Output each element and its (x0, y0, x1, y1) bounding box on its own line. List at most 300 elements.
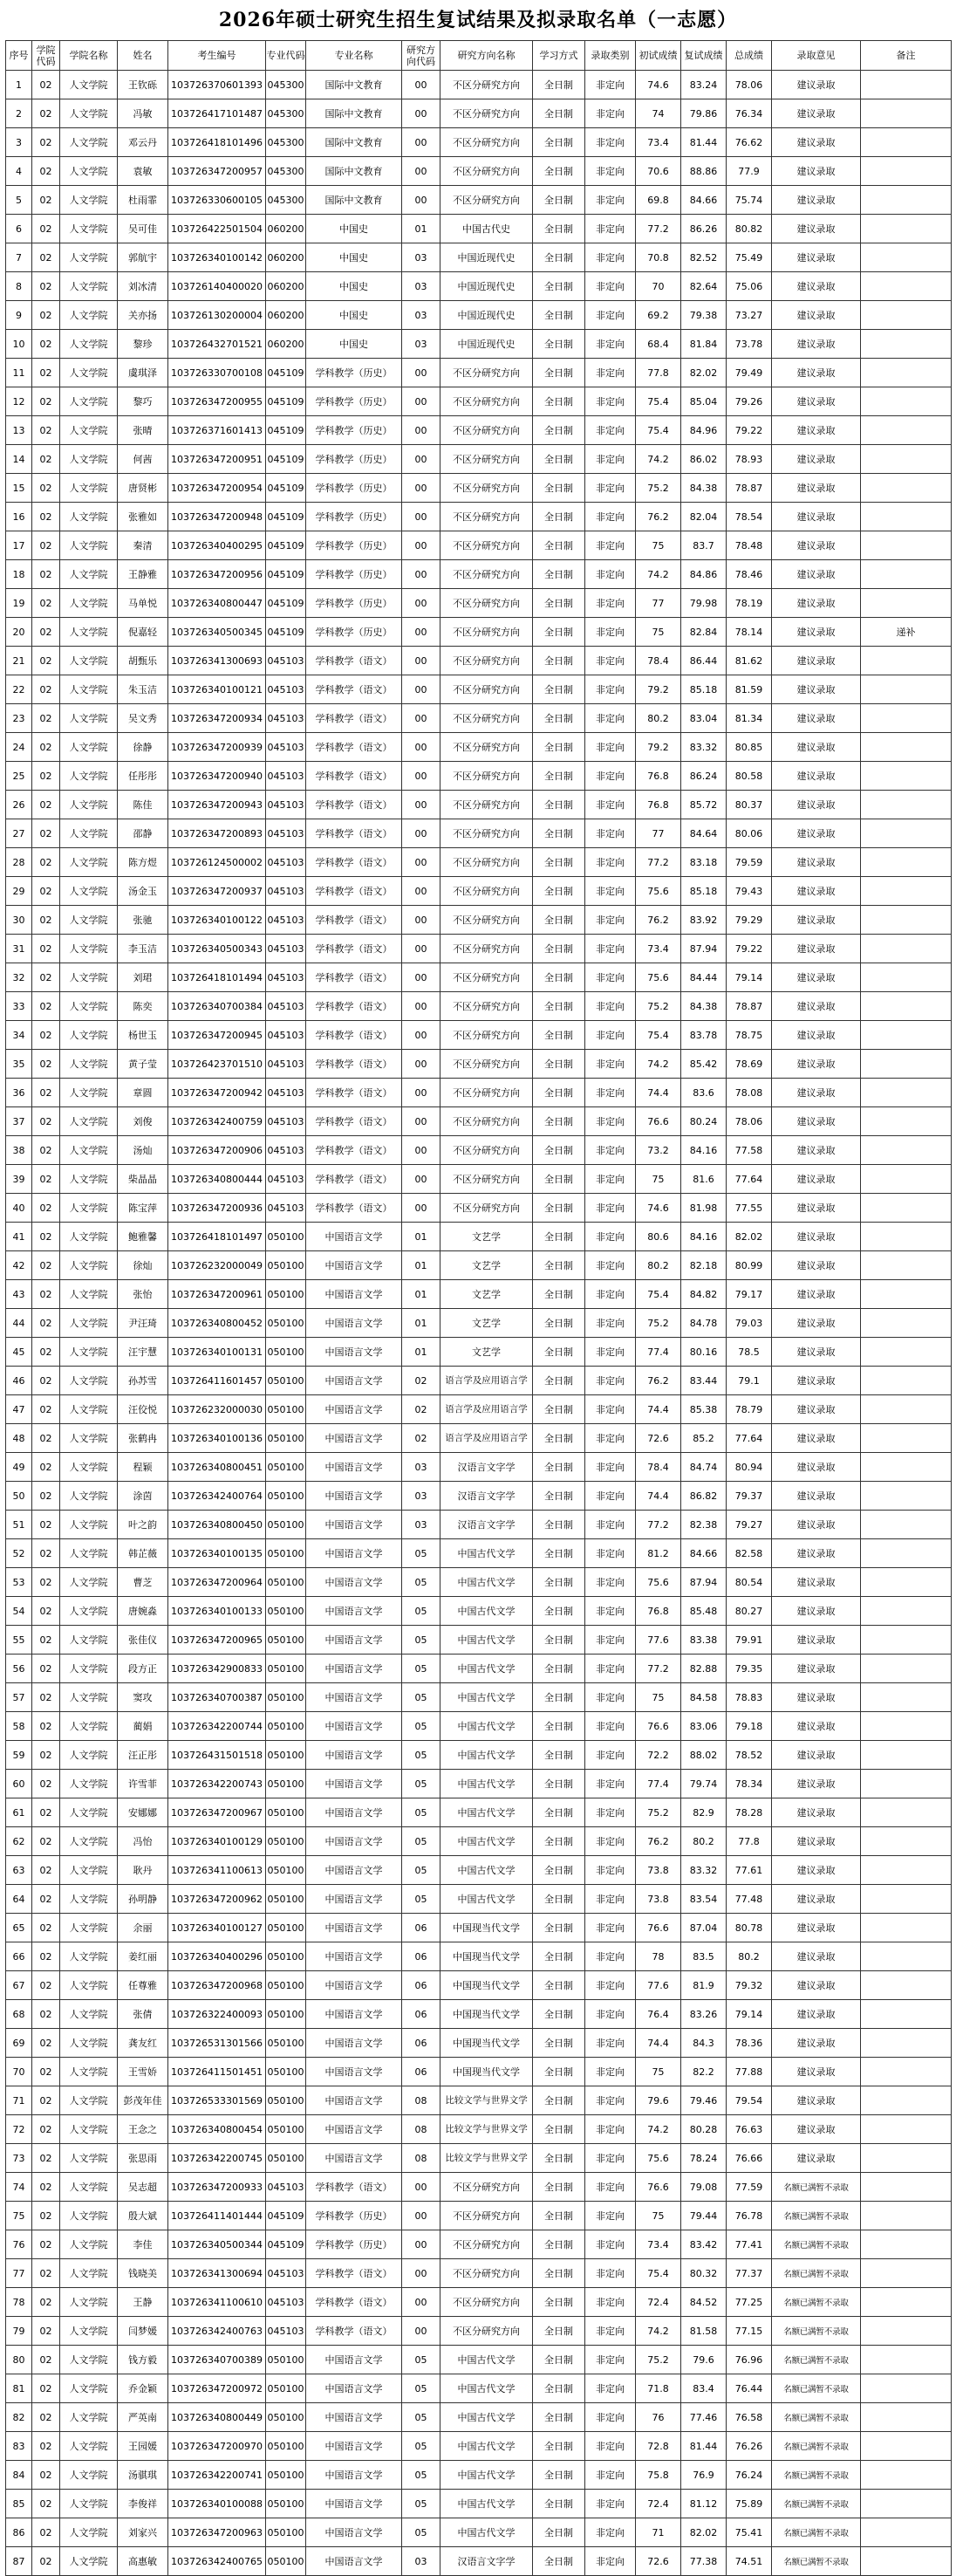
cell-total-score: 77.37 (727, 2259, 772, 2288)
table-row (6, 1712, 952, 1741)
cell-retest-score: 84.66 (681, 186, 727, 215)
cell-remark (861, 157, 952, 186)
cell-college-name: 人文学院 (60, 2403, 118, 2432)
cell-college-code: 02 (32, 992, 60, 1021)
cell-admission-opinion: 建议录取 (772, 762, 861, 791)
cell-name: 吴文秀 (118, 704, 168, 733)
cell-direction-name: 不区分研究方向 (440, 1165, 533, 1194)
cell-direction-code: 00 (402, 2259, 440, 2288)
cell-direction-name: 语言学及应用语言学 (440, 1424, 533, 1453)
cell-name: 段方正 (118, 1655, 168, 1683)
cell-admission-opinion: 建议录取 (772, 1165, 861, 1194)
cell-major-code: 045109 (266, 2230, 306, 2259)
cell-candidate-id: 103726340800450 (168, 1511, 266, 1539)
cell-name: 钱晓美 (118, 2259, 168, 2288)
cell-admission-opinion: 建议录取 (772, 2144, 861, 2173)
cell-prelim-score: 75.4 (636, 387, 681, 416)
cell-major-code: 050100 (266, 1626, 306, 1655)
cell-index: 38 (6, 1136, 32, 1165)
cell-retest-score: 83.44 (681, 1367, 727, 1395)
cell-remark (861, 560, 952, 589)
cell-index: 8 (6, 272, 32, 301)
cell-admission-type: 非定向 (585, 733, 636, 762)
cell-retest-score: 81.84 (681, 330, 727, 359)
cell-candidate-id: 103726431501518 (168, 1741, 266, 1770)
cell-admission-opinion: 建议录取 (772, 589, 861, 618)
cell-college-name: 人文学院 (60, 1079, 118, 1107)
cell-total-score: 77.59 (727, 2173, 772, 2202)
table-row (6, 1050, 952, 1079)
cell-admission-opinion: 建议录取 (772, 215, 861, 243)
cell-remark (861, 1079, 952, 1107)
column-header-admission-type: 录取类别 (585, 41, 636, 71)
cell-prelim-score: 70 (636, 272, 681, 301)
cell-admission-opinion: 名额已满暂不录取 (772, 2288, 861, 2317)
cell-major-name: 中国语言文学 (306, 1511, 402, 1539)
cell-study-mode: 全日制 (533, 387, 585, 416)
cell-prelim-score: 80.6 (636, 1223, 681, 1251)
table-row (6, 71, 952, 99)
table-row (6, 2173, 952, 2202)
cell-college-name: 人文学院 (60, 791, 118, 819)
cell-college-name: 人文学院 (60, 416, 118, 445)
table-row (6, 1395, 952, 1424)
cell-admission-opinion: 名额已满暂不录取 (772, 2230, 861, 2259)
cell-remark (861, 1712, 952, 1741)
cell-college-name: 人文学院 (60, 1914, 118, 1942)
cell-prelim-score: 76.6 (636, 1712, 681, 1741)
cell-candidate-id: 103726531301566 (168, 2029, 266, 2058)
cell-total-score: 76.24 (727, 2461, 772, 2490)
cell-name: 闫梦媛 (118, 2317, 168, 2346)
cell-name: 张雅如 (118, 503, 168, 531)
cell-index: 13 (6, 416, 32, 445)
cell-college-name: 人文学院 (60, 503, 118, 531)
cell-total-score: 77.8 (727, 1827, 772, 1856)
cell-direction-name: 不区分研究方向 (440, 71, 533, 99)
cell-study-mode: 全日制 (533, 186, 585, 215)
cell-retest-score: 80.28 (681, 2115, 727, 2144)
cell-index: 67 (6, 1971, 32, 2000)
cell-name: 王静雅 (118, 560, 168, 589)
cell-index: 80 (6, 2346, 32, 2374)
cell-total-score: 78.28 (727, 1798, 772, 1827)
cell-prelim-score: 71 (636, 2518, 681, 2547)
cell-direction-name: 中国古代文学 (440, 1885, 533, 1914)
cell-college-name: 人文学院 (60, 1856, 118, 1885)
cell-study-mode: 全日制 (533, 675, 585, 704)
cell-remark (861, 2432, 952, 2461)
cell-remark (861, 1223, 952, 1251)
cell-index: 76 (6, 2230, 32, 2259)
cell-direction-code: 02 (402, 1424, 440, 1453)
cell-retest-score: 86.02 (681, 445, 727, 474)
cell-study-mode: 全日制 (533, 877, 585, 906)
cell-remark (861, 2202, 952, 2230)
cell-study-mode: 全日制 (533, 1597, 585, 1626)
cell-retest-score: 82.84 (681, 618, 727, 647)
cell-admission-opinion: 建议录取 (772, 1914, 861, 1942)
cell-admission-type: 非定向 (585, 762, 636, 791)
cell-total-score: 80.78 (727, 1914, 772, 1942)
cell-admission-type: 非定向 (585, 1626, 636, 1655)
cell-remark (861, 128, 952, 157)
cell-index: 69 (6, 2029, 32, 2058)
cell-admission-opinion: 建议录取 (772, 1626, 861, 1655)
cell-admission-type: 非定向 (585, 1280, 636, 1309)
cell-direction-name: 不区分研究方向 (440, 387, 533, 416)
cell-name: 汪正彤 (118, 1741, 168, 1770)
cell-major-name: 中国语言文学 (306, 1914, 402, 1942)
cell-direction-code: 05 (402, 1655, 440, 1683)
cell-study-mode: 全日制 (533, 2058, 585, 2086)
cell-name: 虞琪泽 (118, 359, 168, 387)
cell-retest-score: 84.38 (681, 992, 727, 1021)
cell-direction-name: 不区分研究方向 (440, 359, 533, 387)
cell-candidate-id: 103726342400765 (168, 2547, 266, 2576)
cell-admission-opinion: 名额已满暂不录取 (772, 2173, 861, 2202)
cell-direction-name: 汉语言文字学 (440, 1482, 533, 1511)
cell-admission-opinion: 名额已满暂不录取 (772, 2547, 861, 2576)
cell-admission-opinion: 名额已满暂不录取 (772, 2374, 861, 2403)
cell-major-code: 045103 (266, 704, 306, 733)
cell-college-name: 人文学院 (60, 848, 118, 877)
cell-study-mode: 全日制 (533, 2346, 585, 2374)
cell-college-name: 人文学院 (60, 819, 118, 848)
cell-college-name: 人文学院 (60, 589, 118, 618)
cell-direction-code: 00 (402, 99, 440, 128)
cell-major-code: 060200 (266, 330, 306, 359)
cell-index: 70 (6, 2058, 32, 2086)
table-row (6, 1539, 952, 1568)
cell-admission-type: 非定向 (585, 272, 636, 301)
cell-major-name: 中国语言文学 (306, 1741, 402, 1770)
cell-major-code: 050100 (266, 2029, 306, 2058)
table-row (6, 2144, 952, 2173)
cell-remark (861, 1971, 952, 2000)
cell-admission-opinion: 建议录取 (772, 1223, 861, 1251)
cell-name: 陈佳 (118, 791, 168, 819)
cell-name: 严英南 (118, 2403, 168, 2432)
cell-college-code: 02 (32, 387, 60, 416)
cell-candidate-id: 103726330700108 (168, 359, 266, 387)
cell-retest-score: 84.3 (681, 2029, 727, 2058)
cell-college-code: 02 (32, 963, 60, 992)
cell-major-code: 050100 (266, 2144, 306, 2173)
cell-index: 77 (6, 2259, 32, 2288)
cell-name: 倪嘉轻 (118, 618, 168, 647)
cell-study-mode: 全日制 (533, 2144, 585, 2173)
cell-college-code: 02 (32, 2432, 60, 2461)
cell-total-score: 78.93 (727, 445, 772, 474)
header-row (6, 41, 952, 71)
cell-prelim-score: 74.4 (636, 1482, 681, 1511)
cell-prelim-score: 76.8 (636, 762, 681, 791)
cell-study-mode: 全日制 (533, 416, 585, 445)
cell-major-code: 045103 (266, 819, 306, 848)
cell-direction-name: 不区分研究方向 (440, 647, 533, 675)
cell-study-mode: 全日制 (533, 215, 585, 243)
table-row (6, 2518, 952, 2547)
cell-direction-name: 文艺学 (440, 1338, 533, 1367)
cell-prelim-score: 74.2 (636, 560, 681, 589)
cell-college-code: 02 (32, 618, 60, 647)
cell-college-name: 人文学院 (60, 387, 118, 416)
cell-admission-type: 非定向 (585, 2374, 636, 2403)
cell-direction-name: 不区分研究方向 (440, 416, 533, 445)
cell-candidate-id: 103726432701521 (168, 330, 266, 359)
cell-direction-code: 03 (402, 301, 440, 330)
cell-admission-opinion: 建议录取 (772, 1453, 861, 1482)
cell-remark (861, 819, 952, 848)
cell-major-name: 中国语言文学 (306, 1309, 402, 1338)
cell-major-name: 中国语言文学 (306, 2000, 402, 2029)
column-header-college-code: 学院代码 (32, 41, 60, 71)
cell-prelim-score: 75.4 (636, 1280, 681, 1309)
cell-major-name: 中国语言文学 (306, 1424, 402, 1453)
cell-direction-code: 08 (402, 2086, 440, 2115)
cell-major-name: 中国语言文学 (306, 1482, 402, 1511)
cell-admission-type: 非定向 (585, 1539, 636, 1568)
cell-study-mode: 全日制 (533, 2029, 585, 2058)
cell-retest-score: 85.72 (681, 791, 727, 819)
cell-major-name: 中国语言文学 (306, 1655, 402, 1683)
cell-total-score: 79.1 (727, 1367, 772, 1395)
cell-direction-code: 08 (402, 2144, 440, 2173)
cell-name: 何茜 (118, 445, 168, 474)
cell-admission-type: 非定向 (585, 675, 636, 704)
cell-name: 陈方煜 (118, 848, 168, 877)
cell-admission-type: 非定向 (585, 704, 636, 733)
cell-college-code: 02 (32, 1280, 60, 1309)
cell-college-name: 人文学院 (60, 2346, 118, 2374)
cell-retest-score: 79.86 (681, 99, 727, 128)
cell-admission-opinion: 名额已满暂不录取 (772, 2403, 861, 2432)
cell-candidate-id: 103726371601413 (168, 416, 266, 445)
cell-college-code: 02 (32, 1712, 60, 1741)
cell-major-name: 学科教学（历史） (306, 560, 402, 589)
cell-study-mode: 全日制 (533, 1280, 585, 1309)
cell-direction-name: 中国古代文学 (440, 2518, 533, 2547)
cell-prelim-score: 74.2 (636, 445, 681, 474)
cell-admission-opinion: 建议录取 (772, 1655, 861, 1683)
cell-total-score: 79.14 (727, 963, 772, 992)
cell-college-name: 人文学院 (60, 157, 118, 186)
table-row (6, 2115, 952, 2144)
cell-name: 吴可佳 (118, 215, 168, 243)
cell-remark (861, 2230, 952, 2259)
cell-direction-code: 00 (402, 762, 440, 791)
cell-study-mode: 全日制 (533, 2202, 585, 2230)
cell-name: 蔺娟 (118, 1712, 168, 1741)
cell-prelim-score: 76.8 (636, 791, 681, 819)
cell-retest-score: 82.38 (681, 1511, 727, 1539)
cell-study-mode: 全日制 (533, 301, 585, 330)
cell-admission-type: 非定向 (585, 1395, 636, 1424)
cell-major-code: 050100 (266, 2058, 306, 2086)
cell-college-code: 02 (32, 762, 60, 791)
cell-admission-type: 非定向 (585, 128, 636, 157)
cell-total-score: 78.87 (727, 992, 772, 1021)
cell-admission-type: 非定向 (585, 963, 636, 992)
cell-index: 21 (6, 647, 32, 675)
cell-study-mode: 全日制 (533, 531, 585, 560)
cell-retest-score: 87.04 (681, 1914, 727, 1942)
cell-retest-score: 86.82 (681, 1482, 727, 1511)
cell-major-name: 中国语言文学 (306, 1770, 402, 1798)
cell-college-code: 02 (32, 935, 60, 963)
cell-study-mode: 全日制 (533, 1942, 585, 1971)
cell-direction-name: 中国古代文学 (440, 1770, 533, 1798)
cell-prelim-score: 74.6 (636, 1194, 681, 1223)
cell-college-code: 02 (32, 1798, 60, 1827)
cell-index: 22 (6, 675, 32, 704)
cell-prelim-score: 75 (636, 1165, 681, 1194)
cell-college-name: 人文学院 (60, 647, 118, 675)
cell-name: 安娜娜 (118, 1798, 168, 1827)
cell-prelim-score: 73.8 (636, 1885, 681, 1914)
cell-name: 张思雨 (118, 2144, 168, 2173)
cell-direction-code: 00 (402, 2173, 440, 2202)
cell-college-name: 人文学院 (60, 2202, 118, 2230)
cell-candidate-id: 103726342400759 (168, 1107, 266, 1136)
cell-retest-score: 81.12 (681, 2490, 727, 2518)
cell-candidate-id: 103726417101487 (168, 99, 266, 128)
cell-college-code: 02 (32, 1165, 60, 1194)
cell-college-name: 人文学院 (60, 2288, 118, 2317)
cell-total-score: 78.19 (727, 589, 772, 618)
cell-study-mode: 全日制 (533, 272, 585, 301)
cell-retest-score: 79.38 (681, 301, 727, 330)
cell-prelim-score: 72.2 (636, 1741, 681, 1770)
cell-major-name: 国际中文教育 (306, 71, 402, 99)
cell-major-code: 060200 (266, 301, 306, 330)
cell-retest-score: 83.32 (681, 1856, 727, 1885)
cell-college-name: 人文学院 (60, 1511, 118, 1539)
table-row (6, 1165, 952, 1194)
cell-direction-code: 05 (402, 1712, 440, 1741)
cell-direction-name: 不区分研究方向 (440, 906, 533, 935)
cell-college-code: 02 (32, 877, 60, 906)
cell-major-name: 中国史 (306, 243, 402, 272)
cell-candidate-id: 103726342400763 (168, 2317, 266, 2346)
cell-name: 刘珺 (118, 963, 168, 992)
cell-admission-opinion: 建议录取 (772, 503, 861, 531)
cell-major-code: 045103 (266, 992, 306, 1021)
table-header (6, 41, 952, 71)
cell-direction-code: 05 (402, 1856, 440, 1885)
cell-major-name: 中国语言文学 (306, 2547, 402, 2576)
cell-name: 鲍雅馨 (118, 1223, 168, 1251)
cell-retest-score: 83.5 (681, 1942, 727, 1971)
cell-name: 余丽 (118, 1914, 168, 1942)
cell-admission-opinion: 建议录取 (772, 1338, 861, 1367)
cell-college-code: 02 (32, 1338, 60, 1367)
cell-index: 16 (6, 503, 32, 531)
cell-major-name: 学科教学（语文） (306, 963, 402, 992)
cell-total-score: 76.26 (727, 2432, 772, 2461)
cell-prelim-score: 78 (636, 1942, 681, 1971)
cell-admission-type: 非定向 (585, 1798, 636, 1827)
cell-direction-code: 01 (402, 215, 440, 243)
cell-admission-type: 非定向 (585, 1165, 636, 1194)
cell-college-code: 02 (32, 1482, 60, 1511)
cell-admission-type: 非定向 (585, 2029, 636, 2058)
cell-major-name: 中国语言文学 (306, 1798, 402, 1827)
cell-prelim-score: 75.6 (636, 1568, 681, 1597)
cell-name: 叶之韵 (118, 1511, 168, 1539)
cell-major-code: 045103 (266, 1136, 306, 1165)
table-row (6, 2461, 952, 2490)
cell-direction-code: 06 (402, 2000, 440, 2029)
cell-college-code: 02 (32, 1626, 60, 1655)
cell-study-mode: 全日制 (533, 2403, 585, 2432)
cell-prelim-score: 74.4 (636, 2029, 681, 2058)
cell-admission-type: 非定向 (585, 819, 636, 848)
cell-remark (861, 1942, 952, 1971)
cell-admission-type: 非定向 (585, 906, 636, 935)
cell-prelim-score: 80.2 (636, 1251, 681, 1280)
cell-total-score: 76.58 (727, 2403, 772, 2432)
cell-direction-code: 00 (402, 1107, 440, 1136)
cell-study-mode: 全日制 (533, 2000, 585, 2029)
page-title: 2026年硕士研究生招生复试结果及拟录取名单（一志愿） (218, 9, 738, 31)
cell-direction-code: 00 (402, 531, 440, 560)
cell-study-mode: 全日制 (533, 330, 585, 359)
cell-total-score: 80.2 (727, 1942, 772, 1971)
cell-index: 84 (6, 2461, 32, 2490)
cell-admission-type: 非定向 (585, 1914, 636, 1942)
cell-name: 郭航宇 (118, 243, 168, 272)
cell-index: 15 (6, 474, 32, 503)
cell-college-name: 人文学院 (60, 1798, 118, 1827)
cell-college-name: 人文学院 (60, 2000, 118, 2029)
cell-admission-type: 非定向 (585, 1424, 636, 1453)
cell-direction-code: 00 (402, 71, 440, 99)
cell-retest-score: 81.9 (681, 1971, 727, 2000)
cell-total-score: 77.64 (727, 1165, 772, 1194)
cell-name: 钱方毅 (118, 2346, 168, 2374)
cell-index: 57 (6, 1683, 32, 1712)
cell-study-mode: 全日制 (533, 1424, 585, 1453)
table-body (6, 71, 952, 2576)
cell-study-mode: 全日制 (533, 2230, 585, 2259)
cell-college-code: 02 (32, 1251, 60, 1280)
cell-college-name: 人文学院 (60, 935, 118, 963)
cell-college-code: 02 (32, 2490, 60, 2518)
cell-direction-code: 05 (402, 1827, 440, 1856)
cell-retest-score: 82.64 (681, 272, 727, 301)
cell-study-mode: 全日制 (533, 359, 585, 387)
cell-candidate-id: 103726347200943 (168, 791, 266, 819)
cell-admission-type: 非定向 (585, 2403, 636, 2432)
cell-major-name: 学科教学（历史） (306, 387, 402, 416)
table-row (6, 819, 952, 848)
cell-study-mode: 全日制 (533, 474, 585, 503)
cell-college-code: 02 (32, 2317, 60, 2346)
cell-admission-opinion: 建议录取 (772, 1079, 861, 1107)
cell-admission-opinion: 建议录取 (772, 935, 861, 963)
cell-college-name: 人文学院 (60, 1770, 118, 1798)
cell-admission-type: 非定向 (585, 2432, 636, 2461)
cell-name: 张倩 (118, 2000, 168, 2029)
cell-index: 54 (6, 1597, 32, 1626)
cell-college-name: 人文学院 (60, 1655, 118, 1683)
cell-direction-code: 00 (402, 2317, 440, 2346)
cell-college-name: 人文学院 (60, 1395, 118, 1424)
cell-major-name: 中国语言文学 (306, 1453, 402, 1482)
cell-prelim-score: 75.2 (636, 1798, 681, 1827)
